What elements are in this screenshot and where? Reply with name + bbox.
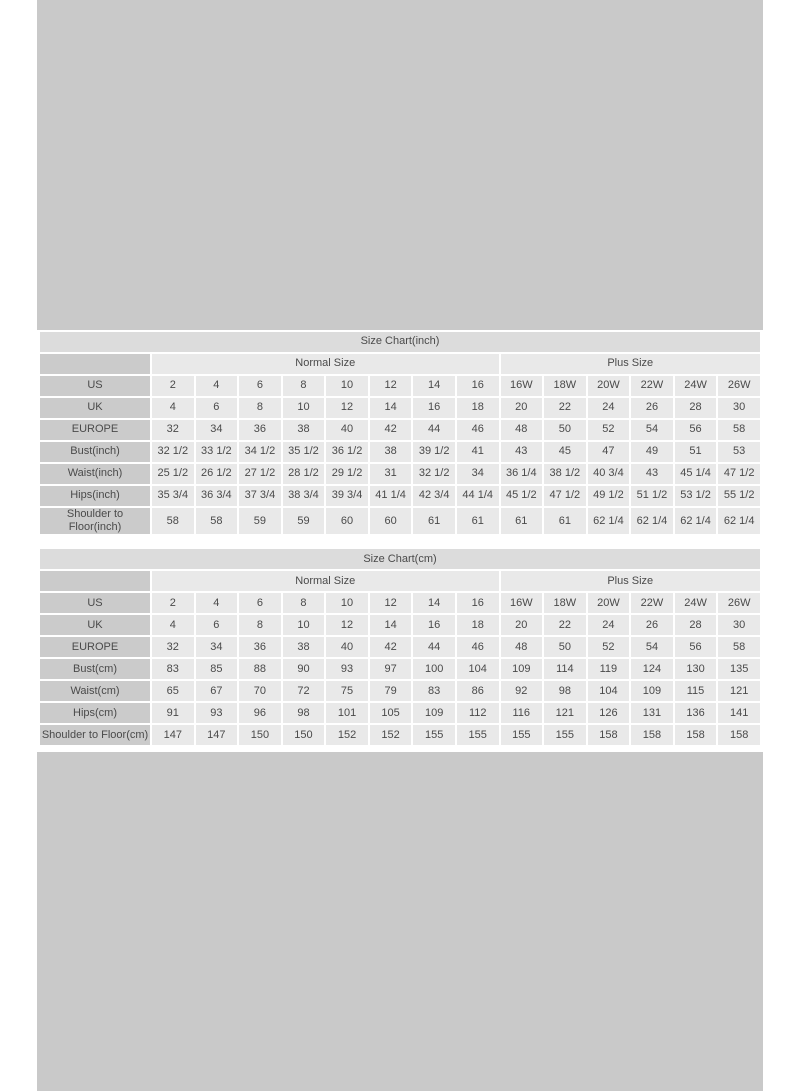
size-cell: 32 1/2 bbox=[152, 442, 194, 462]
size-cell: 104 bbox=[588, 681, 630, 701]
size-cell: 10 bbox=[326, 376, 368, 396]
size-cell: 44 bbox=[413, 420, 455, 440]
size-cell: 24W bbox=[675, 376, 717, 396]
size-cell: 16 bbox=[457, 593, 499, 613]
size-cell: 25 1/2 bbox=[152, 464, 194, 484]
size-cell: 32 1/2 bbox=[413, 464, 455, 484]
size-cell: 147 bbox=[152, 725, 194, 745]
size-row bbox=[40, 398, 760, 418]
size-cell: 28 bbox=[675, 615, 717, 635]
size-cell: 83 bbox=[152, 659, 194, 679]
size-cell: 121 bbox=[544, 703, 586, 723]
size-cell: 49 bbox=[631, 442, 673, 462]
size-cell: 150 bbox=[239, 725, 281, 745]
size-cell: 20W bbox=[588, 593, 630, 613]
group-header-normal-size: Normal Size bbox=[152, 354, 499, 374]
size-cell: 43 bbox=[501, 442, 543, 462]
size-cell: 155 bbox=[501, 725, 543, 745]
size-cell: 38 bbox=[283, 420, 325, 440]
size-cell: 90 bbox=[283, 659, 325, 679]
group-header-plus-size: Plus Size bbox=[501, 571, 761, 591]
size-cell: 2 bbox=[152, 593, 194, 613]
size-cell: 18 bbox=[457, 615, 499, 635]
size-row bbox=[40, 442, 760, 462]
size-row bbox=[40, 376, 760, 396]
size-cell: 55 1/2 bbox=[718, 486, 760, 506]
size-cell: 8 bbox=[283, 593, 325, 613]
size-cell: 30 bbox=[718, 398, 760, 418]
size-cell: 42 3/4 bbox=[413, 486, 455, 506]
size-row bbox=[40, 464, 760, 484]
size-cell: 124 bbox=[631, 659, 673, 679]
size-cell: 93 bbox=[196, 703, 238, 723]
chart-title: Size Chart(cm) bbox=[40, 549, 760, 569]
size-cell: 14 bbox=[370, 615, 412, 635]
size-cell: 36 3/4 bbox=[196, 486, 238, 506]
size-cell: 22W bbox=[631, 376, 673, 396]
size-cell: 29 1/2 bbox=[326, 464, 368, 484]
size-cell: 51 1/2 bbox=[631, 486, 673, 506]
size-cell: 54 bbox=[631, 637, 673, 657]
size-cell: 45 1/4 bbox=[675, 464, 717, 484]
size-cell: 10 bbox=[283, 398, 325, 418]
size-cell: 35 1/2 bbox=[283, 442, 325, 462]
size-row bbox=[40, 681, 760, 701]
size-cell: 18W bbox=[544, 376, 586, 396]
size-cell: 79 bbox=[370, 681, 412, 701]
size-cell: 130 bbox=[675, 659, 717, 679]
size-cell: 62 1/4 bbox=[718, 508, 760, 534]
size-cell: 61 bbox=[544, 508, 586, 534]
row-label: Hips(inch) bbox=[40, 486, 150, 506]
size-cell: 33 1/2 bbox=[196, 442, 238, 462]
size-cell: 47 bbox=[588, 442, 630, 462]
size-cell: 26 bbox=[631, 615, 673, 635]
row-label: US bbox=[40, 376, 150, 396]
size-cell: 58 bbox=[196, 508, 238, 534]
corner-cell bbox=[40, 354, 150, 374]
size-cell: 97 bbox=[370, 659, 412, 679]
size-cell: 16W bbox=[501, 376, 543, 396]
size-cell: 53 1/2 bbox=[675, 486, 717, 506]
size-cell: 20W bbox=[588, 376, 630, 396]
size-cell: 22 bbox=[544, 398, 586, 418]
size-cell: 150 bbox=[283, 725, 325, 745]
size-cell: 56 bbox=[675, 420, 717, 440]
chart-title-row bbox=[40, 549, 760, 569]
size-cell: 36 bbox=[239, 420, 281, 440]
size-cell: 32 bbox=[152, 420, 194, 440]
size-cell: 38 3/4 bbox=[283, 486, 325, 506]
size-cell: 61 bbox=[457, 508, 499, 534]
size-cell: 46 bbox=[457, 637, 499, 657]
size-cell: 10 bbox=[283, 615, 325, 635]
size-row bbox=[40, 659, 760, 679]
size-cell: 52 bbox=[588, 637, 630, 657]
size-cell: 40 3/4 bbox=[588, 464, 630, 484]
row-label: Waist(inch) bbox=[40, 464, 150, 484]
size-cell: 44 bbox=[413, 637, 455, 657]
size-cell: 51 bbox=[675, 442, 717, 462]
size-cell: 109 bbox=[501, 659, 543, 679]
size-cell: 24W bbox=[675, 593, 717, 613]
size-cell: 32 bbox=[152, 637, 194, 657]
size-cell: 14 bbox=[370, 398, 412, 418]
size-cell: 62 1/4 bbox=[588, 508, 630, 534]
size-cell: 60 bbox=[326, 508, 368, 534]
row-label: UK bbox=[40, 398, 150, 418]
row-label: Waist(cm) bbox=[40, 681, 150, 701]
size-cell: 61 bbox=[501, 508, 543, 534]
size-cell: 36 1/2 bbox=[326, 442, 368, 462]
size-cell: 135 bbox=[718, 659, 760, 679]
size-cell: 109 bbox=[413, 703, 455, 723]
row-label: Shoulder to Floor(cm) bbox=[40, 725, 150, 745]
size-cell: 60 bbox=[370, 508, 412, 534]
size-cell: 16 bbox=[413, 615, 455, 635]
chart-title-row bbox=[40, 332, 760, 352]
size-row bbox=[40, 486, 760, 506]
size-cell: 147 bbox=[196, 725, 238, 745]
size-chart-cm-table bbox=[38, 547, 762, 747]
size-cell: 58 bbox=[718, 420, 760, 440]
size-cell: 88 bbox=[239, 659, 281, 679]
size-cell: 98 bbox=[544, 681, 586, 701]
size-row bbox=[40, 615, 760, 635]
size-cell: 93 bbox=[326, 659, 368, 679]
size-cell: 65 bbox=[152, 681, 194, 701]
size-cell: 6 bbox=[239, 593, 281, 613]
size-cell: 45 1/2 bbox=[501, 486, 543, 506]
size-cell: 50 bbox=[544, 637, 586, 657]
size-cell: 42 bbox=[370, 637, 412, 657]
size-cell: 41 1/4 bbox=[370, 486, 412, 506]
size-cell: 22W bbox=[631, 593, 673, 613]
row-label: Bust(cm) bbox=[40, 659, 150, 679]
size-cell: 26 bbox=[631, 398, 673, 418]
size-cell: 86 bbox=[457, 681, 499, 701]
size-cell: 75 bbox=[326, 681, 368, 701]
size-cell: 158 bbox=[631, 725, 673, 745]
size-cell: 31 bbox=[370, 464, 412, 484]
size-cell: 39 1/2 bbox=[413, 442, 455, 462]
size-row bbox=[40, 725, 760, 745]
size-cell: 54 bbox=[631, 420, 673, 440]
size-cell: 131 bbox=[631, 703, 673, 723]
size-cell: 100 bbox=[413, 659, 455, 679]
size-cell: 8 bbox=[239, 398, 281, 418]
size-cell: 101 bbox=[326, 703, 368, 723]
size-cell: 155 bbox=[457, 725, 499, 745]
size-cell: 12 bbox=[370, 593, 412, 613]
size-cell: 12 bbox=[326, 398, 368, 418]
size-cell: 10 bbox=[326, 593, 368, 613]
size-cell: 53 bbox=[718, 442, 760, 462]
size-cell: 61 bbox=[413, 508, 455, 534]
size-cell: 85 bbox=[196, 659, 238, 679]
size-cell: 114 bbox=[544, 659, 586, 679]
size-cell: 16W bbox=[501, 593, 543, 613]
row-label: EUROPE bbox=[40, 420, 150, 440]
size-cell: 6 bbox=[196, 615, 238, 635]
size-cell: 26 1/2 bbox=[196, 464, 238, 484]
size-row bbox=[40, 420, 760, 440]
size-cell: 72 bbox=[283, 681, 325, 701]
size-cell: 52 bbox=[588, 420, 630, 440]
group-header-row bbox=[40, 354, 760, 374]
size-charts-panel bbox=[37, 330, 763, 752]
size-cell: 42 bbox=[370, 420, 412, 440]
corner-cell bbox=[40, 571, 150, 591]
size-cell: 141 bbox=[718, 703, 760, 723]
size-cell: 59 bbox=[239, 508, 281, 534]
size-cell: 16 bbox=[457, 376, 499, 396]
size-row bbox=[40, 593, 760, 613]
size-row bbox=[40, 703, 760, 723]
size-cell: 14 bbox=[413, 376, 455, 396]
size-cell: 126 bbox=[588, 703, 630, 723]
size-cell: 4 bbox=[152, 615, 194, 635]
size-cell: 18W bbox=[544, 593, 586, 613]
size-cell: 48 bbox=[501, 420, 543, 440]
size-cell: 50 bbox=[544, 420, 586, 440]
size-cell: 34 1/2 bbox=[239, 442, 281, 462]
size-cell: 34 bbox=[457, 464, 499, 484]
size-cell: 152 bbox=[326, 725, 368, 745]
size-cell: 98 bbox=[283, 703, 325, 723]
size-cell: 70 bbox=[239, 681, 281, 701]
size-cell: 18 bbox=[457, 398, 499, 418]
size-cell: 59 bbox=[283, 508, 325, 534]
size-cell: 2 bbox=[152, 376, 194, 396]
size-cell: 36 1/4 bbox=[501, 464, 543, 484]
size-cell: 45 bbox=[544, 442, 586, 462]
size-cell: 48 bbox=[501, 637, 543, 657]
size-cell: 43 bbox=[631, 464, 673, 484]
row-label: Shoulder to Floor(inch) bbox=[40, 508, 150, 534]
size-cell: 40 bbox=[326, 637, 368, 657]
size-cell: 34 bbox=[196, 420, 238, 440]
size-cell: 30 bbox=[718, 615, 760, 635]
size-cell: 62 1/4 bbox=[675, 508, 717, 534]
size-cell: 47 1/2 bbox=[718, 464, 760, 484]
size-cell: 4 bbox=[196, 376, 238, 396]
size-cell: 28 1/2 bbox=[283, 464, 325, 484]
size-cell: 4 bbox=[152, 398, 194, 418]
size-cell: 158 bbox=[718, 725, 760, 745]
group-header-row bbox=[40, 571, 760, 591]
size-cell: 158 bbox=[588, 725, 630, 745]
size-cell: 47 1/2 bbox=[544, 486, 586, 506]
size-cell: 24 bbox=[588, 398, 630, 418]
size-cell: 119 bbox=[588, 659, 630, 679]
size-cell: 37 3/4 bbox=[239, 486, 281, 506]
size-cell: 6 bbox=[196, 398, 238, 418]
size-cell: 41 bbox=[457, 442, 499, 462]
size-cell: 34 bbox=[196, 637, 238, 657]
size-cell: 56 bbox=[675, 637, 717, 657]
size-cell: 49 1/2 bbox=[588, 486, 630, 506]
size-cell: 136 bbox=[675, 703, 717, 723]
size-cell: 16 bbox=[413, 398, 455, 418]
size-cell: 92 bbox=[501, 681, 543, 701]
size-cell: 8 bbox=[239, 615, 281, 635]
size-cell: 4 bbox=[196, 593, 238, 613]
size-cell: 28 bbox=[675, 398, 717, 418]
size-cell: 104 bbox=[457, 659, 499, 679]
size-chart-inch-table bbox=[38, 330, 762, 536]
size-cell: 121 bbox=[718, 681, 760, 701]
size-row bbox=[40, 508, 760, 534]
size-cell: 91 bbox=[152, 703, 194, 723]
size-cell: 58 bbox=[718, 637, 760, 657]
size-cell: 38 bbox=[283, 637, 325, 657]
group-header-plus-size: Plus Size bbox=[501, 354, 761, 374]
size-row bbox=[40, 637, 760, 657]
size-cell: 38 bbox=[370, 442, 412, 462]
size-cell: 67 bbox=[196, 681, 238, 701]
size-cell: 12 bbox=[370, 376, 412, 396]
size-cell: 39 3/4 bbox=[326, 486, 368, 506]
size-cell: 105 bbox=[370, 703, 412, 723]
row-label: US bbox=[40, 593, 150, 613]
size-cell: 27 1/2 bbox=[239, 464, 281, 484]
size-cell: 109 bbox=[631, 681, 673, 701]
size-cell: 20 bbox=[501, 615, 543, 635]
size-cell: 6 bbox=[239, 376, 281, 396]
size-cell: 62 1/4 bbox=[631, 508, 673, 534]
size-cell: 46 bbox=[457, 420, 499, 440]
size-cell: 58 bbox=[152, 508, 194, 534]
size-cell: 40 bbox=[326, 420, 368, 440]
size-cell: 36 bbox=[239, 637, 281, 657]
size-cell: 112 bbox=[457, 703, 499, 723]
size-cell: 12 bbox=[326, 615, 368, 635]
size-cell: 38 1/2 bbox=[544, 464, 586, 484]
size-cell: 22 bbox=[544, 615, 586, 635]
tables-gap bbox=[37, 536, 763, 547]
size-cell: 155 bbox=[413, 725, 455, 745]
size-cell: 44 1/4 bbox=[457, 486, 499, 506]
size-cell: 35 3/4 bbox=[152, 486, 194, 506]
row-label: Hips(cm) bbox=[40, 703, 150, 723]
size-cell: 155 bbox=[544, 725, 586, 745]
chart-title: Size Chart(inch) bbox=[40, 332, 760, 352]
size-cell: 115 bbox=[675, 681, 717, 701]
group-header-normal-size: Normal Size bbox=[152, 571, 499, 591]
row-label: EUROPE bbox=[40, 637, 150, 657]
size-cell: 20 bbox=[501, 398, 543, 418]
size-cell: 83 bbox=[413, 681, 455, 701]
size-cell: 116 bbox=[501, 703, 543, 723]
size-cell: 24 bbox=[588, 615, 630, 635]
row-label: UK bbox=[40, 615, 150, 635]
size-cell: 158 bbox=[675, 725, 717, 745]
size-cell: 26W bbox=[718, 376, 760, 396]
size-cell: 14 bbox=[413, 593, 455, 613]
size-cell: 152 bbox=[370, 725, 412, 745]
size-cell: 96 bbox=[239, 703, 281, 723]
row-label: Bust(inch) bbox=[40, 442, 150, 462]
size-cell: 8 bbox=[283, 376, 325, 396]
size-cell: 26W bbox=[718, 593, 760, 613]
